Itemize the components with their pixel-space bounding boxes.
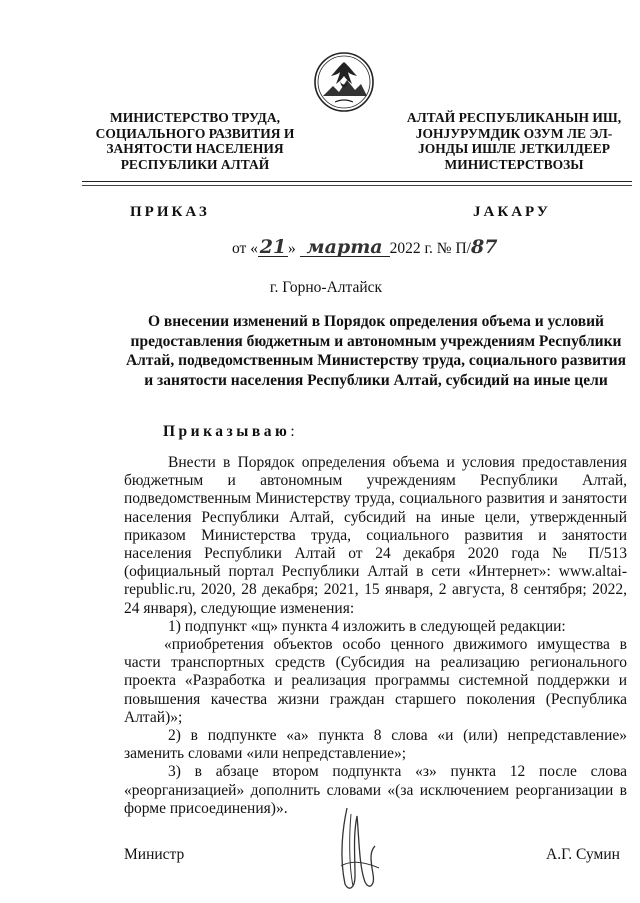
header-right-line: ЈОНДЫ ИШЛЕ ЈЕТКИЛДЕЕР [417, 141, 611, 156]
order-directive-word: Приказываю [163, 423, 291, 440]
order-directive [163, 423, 295, 441]
handwritten-month: марта [300, 238, 390, 257]
order-word-altai: ЈАКАРУ [473, 204, 551, 220]
handwritten-day: 21 [259, 236, 287, 258]
date-mid: » [287, 240, 300, 257]
handwritten-signature-icon [325, 796, 385, 896]
body-paragraph: 3) в абзаце втором подпункта «з» пункта 12 после слова «реорганизацией» дополнить словами «(за исключением реорганизации в форме присоединения)». [124, 763, 627, 817]
header-right-line: МИНИСТЕРСТВОЗЫ [444, 156, 584, 172]
body-paragraph: 2) в подпункте «а» пункта 8 слова «и (или) непредставление» заменить словами «или непредставление»; [124, 727, 627, 763]
ministry-name-russian [90, 110, 300, 172]
signatory-title: Министр [124, 846, 185, 863]
ministry-name-altai [398, 110, 630, 172]
header-left-line: МИНИСТЕРСТВО ТРУДА, [110, 110, 280, 125]
date-prefix: от « [232, 240, 258, 257]
coat-of-arms-emblem [313, 50, 375, 118]
body-paragraph: 1) подпункт «щ» пункта 4 изложить в следующей редакции: [168, 617, 566, 635]
header-left-line: РЕСПУБЛИКИ АЛТАЙ [120, 156, 270, 172]
header-right-line: ЈОНЈУРУМДИК ОЗУМ ЛЕ ЭЛ- [415, 125, 613, 141]
header-left-line: ЗАНЯТОСТИ НАСЕЛЕНИЯ [106, 141, 284, 156]
body-paragraph: Внести в Порядок определения объема и условия предоставления бюджетным и автономным учреждениям Республики Алтай, подведомственным Министерству труда, социального развития и занятости населения Республики Алтай, субсидий на иные цели, утвержденный приказом Министерства труда, социального развития и занятости населения Республики Алтай от 24 декабря 2020 года № П/513 (официальный портал Республики Алтай в сети «Интернет»: www.altai-republic.ru, 2020, 28 декабря; 2021, 15 января, 2 августа, 8 сентября; 2022, 24 января), следующие изменения: [124, 454, 627, 617]
order-directive-colon: : [290, 423, 295, 440]
body-paragraph: «приобретения объектов особо ценного движимого имущества в части транспортных средств (Субсидия на реализацию регионального проекта «Разработка и реализация программы системной поддержки и повышения качества жизни граждан старшего поколения (Республика Алтай)»; [124, 636, 627, 726]
header-divider-thin [82, 185, 632, 186]
signatory-name: А.Г. Сумин [546, 846, 620, 863]
header-divider-thick [82, 181, 632, 182]
header-left-line: СОЦИАЛЬНОГО РАЗВИТИЯ И [95, 125, 295, 141]
document-body [124, 454, 627, 818]
city-line: г. Горно-Алтайск [269, 279, 383, 296]
document-title: О внесении изменений в Порядок определения объема и условий предоставления бюджетным и автономным учреждениям Республики Алтай, подведомственным Министерству труда, социального развития и занятости населения Республики Алтай, субсидий на иные цели [125, 313, 626, 389]
date-year-number: 2022 г. № П/ [389, 240, 471, 257]
date-number-line [232, 236, 497, 258]
handwritten-order-number: 87 [470, 236, 498, 258]
order-word-russian: ПРИКАЗ [130, 204, 210, 220]
header-right-line: АЛТАЙ РЕСПУБЛИКАНЫН ИШ, [406, 110, 622, 125]
